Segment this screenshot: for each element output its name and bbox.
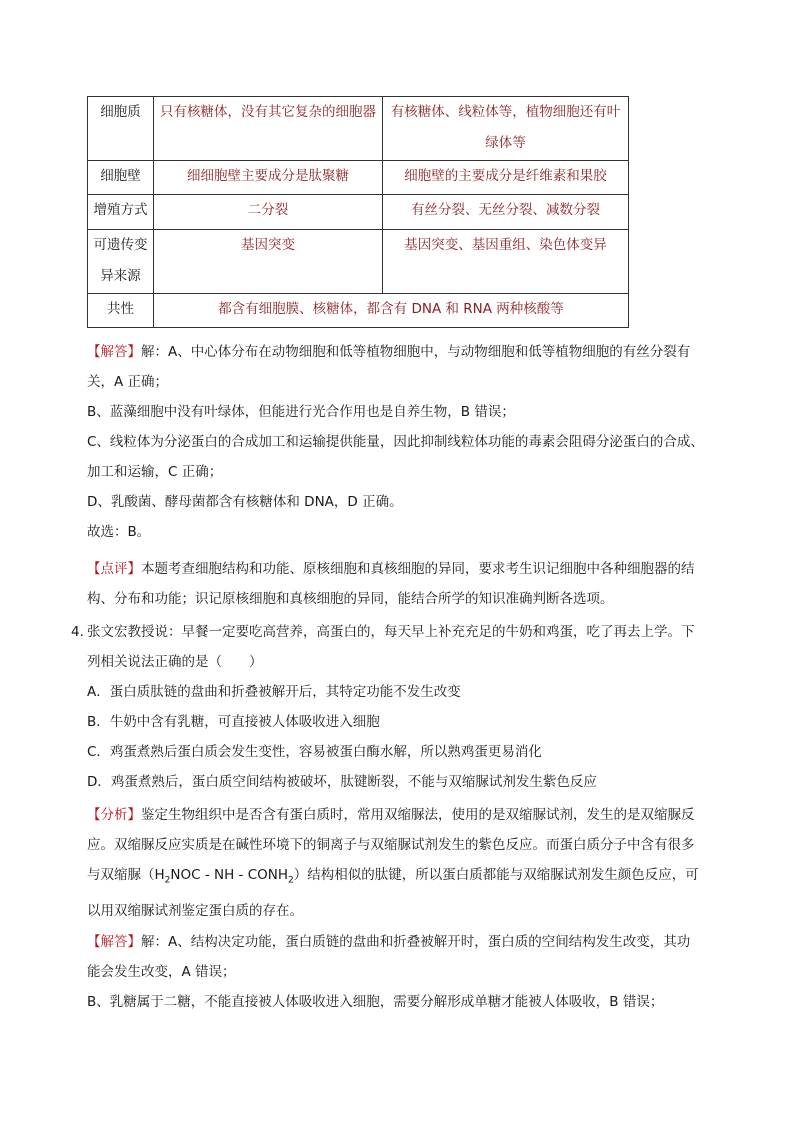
eukaryote-cell: 基因突变、基因重组、染色体变异 — [383, 230, 629, 294]
row-label-common: 共性 — [88, 294, 154, 328]
option-a: A．蛋白质肽链的盘曲和折叠被解开后，其特定功能不发生改变 — [87, 684, 461, 700]
row-label-cell-wall: 细胞壁 — [88, 161, 154, 195]
comment-tag: 【点评】 — [87, 561, 141, 577]
row-label-cytoplasm: 细胞质 — [88, 97, 154, 161]
eukaryote-cell: 有核糖体、线粒体等，植物细胞还有叶 绿体等 — [383, 97, 629, 161]
option-b: B．牛奶中含有乳糖，可直接被人体吸收进入细胞 — [87, 714, 380, 730]
common-cell: 都含有细胞膜、核糖体，都含有 DNA 和 RNA 两种核酸等 — [154, 294, 629, 328]
comparison-table — [87, 96, 629, 328]
table-row — [88, 161, 629, 195]
answer-tag: 【解答】 — [87, 934, 141, 950]
analysis-tag: 【分析】 — [87, 807, 141, 823]
comment-block-1: 【点评】本题考查细胞结构和功能、原核细胞和真核细胞的异同，要求考生识记细胞中各种细胞器的结 构、分布和功能；识记原核细胞和真核细胞的异同，能结合所学的知识准确判断各选项。 — [87, 561, 695, 607]
table-row — [88, 294, 629, 328]
row-label-reproduction: 增殖方式 — [88, 195, 154, 230]
question-4: 4．张文宏教授说：早餐一定要吃高营养，高蛋白的，每天早上补充充足的牛奶和鸡蛋，吃了再去上学。下 列相关说法正确的是（ ） A．蛋白质肽链的盘曲和折叠被解开后，其特定功能不发生改变 B．牛奶中含有乳糖，可直接被人体吸收进入细胞 C．鸡蛋煮熟后蛋白质会发生变性，容易被蛋白酶水解，所以熟鸡蛋更易消化 D．鸡蛋煮熟后，蛋白质空间结构被破坏，肽键断裂，不能与双缩脲试剂发生紫色反应 — [71, 617, 731, 797]
table-row — [88, 230, 629, 294]
prokaryote-cell: 只有核糖体，没有其它复杂的细胞器 — [154, 97, 383, 161]
option-d: D．鸡蛋煮熟后，蛋白质空间结构被破坏，肽键断裂，不能与双缩脲试剂发生紫色反应 — [87, 774, 597, 790]
table-row — [88, 195, 629, 230]
eukaryote-cell: 有丝分裂、无丝分裂、减数分裂 — [383, 195, 629, 230]
question-number: 4． — [71, 624, 94, 640]
formula-line: 与双缩脲（$H_2NOC$ - NH - $CONH_2$）结构相似的肽键，所以蛋白质都能与双缩脲试剂发生颜色反应，可 — [87, 867, 699, 886]
answer-block-1: 【解答】解：A、中心体分布在动物细胞和低等植物细胞中，与动物细胞和低等植物细胞的有丝分裂有 关，A 正确； B、蓝藻细胞中没有叶绿体，但能进行光合作用也是自养生物，B 错误； C、线粒体为分泌蛋白的合成加工和运输提供能量，因此抑制线粒体功能的毒素会阻碍分泌蛋白的合成、 加工和运输，C 正确； D、乳酸菌、酵母菌都含有核糖体和 DNA，D 正确。 故选：B。 — [87, 344, 704, 540]
table-row — [88, 97, 629, 161]
eukaryote-cell: 细胞壁的主要成分是纤维素和果胶 — [383, 161, 629, 195]
option-c: C．鸡蛋煮熟后蛋白质会发生变性，容易被蛋白酶水解，所以熟鸡蛋更易消化 — [87, 744, 542, 760]
prokaryote-cell: 细细胞壁主要成分是肽聚糖 — [154, 161, 383, 195]
row-label-variation: 可遗传变 异来源 — [88, 230, 154, 294]
prokaryote-cell: 二分裂 — [154, 195, 383, 230]
analysis-block-4: 【分析】鉴定生物组织中是否含有蛋白质时，常用双缩脲法，使用的是双缩脲试剂，发生的是双缩脲反 应。双缩脲反应实质是在碱性环境下的铜离子与双缩脲试剂发生的紫色反应。而蛋白质分子中含有很多 与双缩脲（$H_2NOC$ - NH - $CONH_2$）结构相似的肽键，所以蛋白质都能与双缩脲试剂发生颜色反应，可 以用双缩脲试剂鉴定蛋白质的存在。 — [87, 800, 732, 926]
answer-block-4: 【解答】解：A、结构决定功能，蛋白质链的盘曲和折叠被解开时，蛋白质的空间结构发生改变，其功 能会发生改变，A 错误； B、乳糖属于二糖，不能直接被人体吸收进入细胞，需要分解形成单糖才能被人体吸收，B 错误； — [87, 934, 691, 1010]
prokaryote-cell: 基因突变 — [154, 230, 383, 294]
answer-tag: 【解答】 — [87, 344, 141, 360]
